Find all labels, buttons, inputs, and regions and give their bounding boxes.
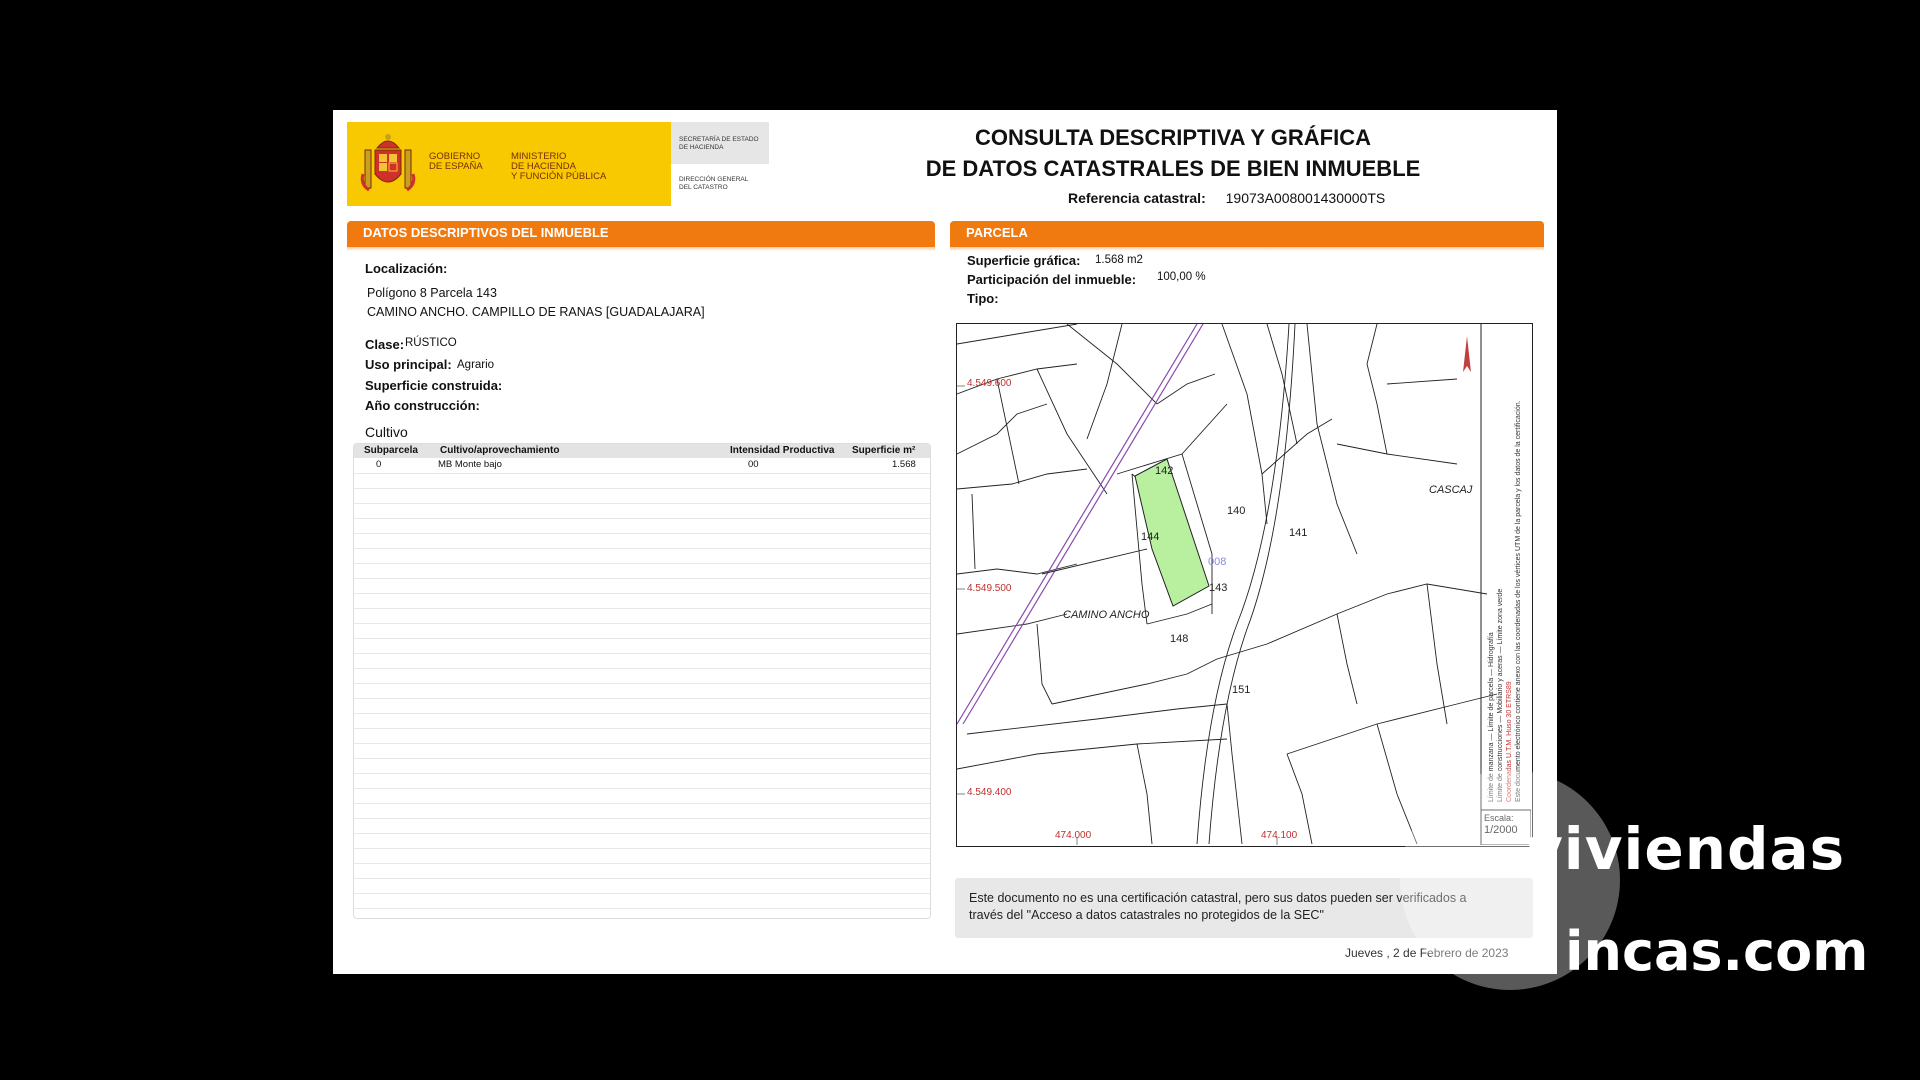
tipo-label: Tipo: [967,291,999,306]
parcel-label-141: 141 [1289,527,1308,539]
title-line1: CONSULTA DESCRIPTIVA Y GRÁFICA [974,125,1372,150]
sec-line1: SECRETARÍA DE ESTADO [679,136,759,143]
gobierno-text [429,152,483,172]
legend-zona-verde: Límite zona verde [1497,588,1504,645]
uso-value: Agrario [457,359,495,371]
scale-label: Escala: [1484,813,1514,823]
table-empty-row [354,713,930,729]
coat-of-arms-icon [359,132,417,194]
table-empty-row [354,743,930,759]
title-line2: DE DATOS CATASTRALES DE BIEN INMUEBLE [925,156,1421,181]
place-label-cascaj: CASCAJ [1429,484,1473,496]
table-row [354,458,930,474]
doc-note: Este documento electrónico contiene anexo con las coordenadas de los vértices UTM de la parcela y los datos de la certificación. [1515,400,1522,802]
participacion-value: 100,00 % [1157,271,1206,283]
parcel-label-143: 143 [1209,582,1228,594]
uso-label: Uso principal: [365,357,452,372]
table-empty-row [354,473,930,489]
table-empty-row [354,848,930,864]
notice-line2: través del "Acceso a datos catastrales no protegidos de la SEC" [969,908,1324,922]
table-empty-row [354,623,930,639]
north-arrow-icon [1463,336,1471,372]
table-empty-row [354,518,930,534]
x-label-474100: 474.100 [1261,830,1298,841]
map-drawing [957,324,1531,845]
table-empty-row [354,638,930,654]
table-empty-row [354,728,930,744]
table-empty-row [354,593,930,609]
watermark-line1: viviendas [1525,815,1846,883]
clase-label: Clase: [365,337,405,352]
ministerio-text [511,152,606,182]
direccion-text [679,176,748,191]
dir-line2: DEL CATASTRO [679,183,728,191]
table-empty-row [354,773,930,789]
secretaria-block [671,122,769,206]
table-empty-row [354,668,930,684]
cell-superficie: 1.568 [892,459,916,470]
sec-line2: DE HACIENDA [679,143,724,151]
table-empty-row [354,608,930,624]
table-empty-row [354,548,930,564]
table-empty-row [354,563,930,579]
min-line1: MINISTERIO [511,151,567,162]
table-empty-row [354,488,930,504]
legend-hidrografia: Hidrografía [1488,632,1495,667]
header-intensidad: Intensidad Productiva [730,445,835,456]
cell-cultivo: MB Monte bajo [438,459,502,470]
table-empty-row [354,893,930,909]
y-label-4549400: 4.549.400 [967,787,1012,798]
legend-manzana: Límite de manzana [1488,742,1495,802]
map-legend: Límite de manzana — Límite de parcela — Hidrografía Límite de construcciones — Mobiliario y aceras — Límite zona verde Coordenadas U.T.M. Huso 30 ETRS89 Este documento electrónico contiene anexo con las coordenadas de los vértices UTM de la parcela y los datos de la certificación. [1487,332,1523,802]
cell-intensidad: 00 [748,459,759,470]
parcela-bar-label: PARCELA [966,225,1028,240]
parcel-label-142: 142 [1155,465,1174,477]
legend-construcciones: Límite de construcciones [1497,724,1504,802]
superficie-grafica-value: 1.568 m2 [1095,254,1143,266]
superficie-construida-label: Superficie construida: [365,378,503,393]
min-line3: Y FUNCIÓN PÚBLICA [511,171,607,182]
header-subparcela: Subparcela [364,445,418,456]
table-empty-row [354,788,930,804]
table-empty-row [354,533,930,549]
header-superficie: Superficie m² [852,445,916,456]
y-label-4549600: 4.549.600 [967,378,1012,389]
government-logo [347,122,671,206]
clase-value: RÚSTICO [405,337,457,349]
superficie-grafica-label: Superficie gráfica: [967,253,1081,268]
localizacion-label: Localización: [365,261,448,276]
parcel-label-148: 148 [1170,633,1189,645]
table-empty-row [354,758,930,774]
localizacion-line2: CAMINO ANCHO. CAMPILLO DE RANAS [GUADALAJARA] [367,305,705,319]
scale-value: 1/2000 [1484,824,1518,836]
document-title [873,122,1473,184]
header-cultivo: Cultivo/aprovechamiento [440,445,560,456]
table-empty-row [354,863,930,879]
table-empty-row [354,803,930,819]
gov-line1: GOBIERNO [429,151,481,162]
cultivo-title: Cultivo [365,424,408,440]
cadastral-map [956,323,1533,847]
parcel-label-144: 144 [1141,531,1160,543]
ref-label: Referencia catastral: [1068,190,1206,206]
parcela-bar [950,221,1544,247]
parcel-label-151: 151 [1232,684,1251,696]
table-empty-row [354,698,930,714]
gov-line2: DE ESPAÑA [429,161,483,172]
notice-line1: Este documento no es una certificación catastral, pero sus datos pueden ser verificados a [969,891,1467,905]
y-label-4549500: 4.549.500 [967,583,1012,594]
parcel-code-label: 008 [1208,556,1227,568]
watermark-line2: incas.com [1565,920,1869,983]
descriptive-bar-label: DATOS DESCRIPTIVOS DEL INMUEBLE [363,225,609,240]
table-empty-row [354,818,930,834]
cell-subparcela: 0 [376,459,382,470]
parcel-label-140: 140 [1227,505,1246,517]
table-empty-row [354,578,930,594]
ref-value: 19073A008001430000TS [1225,190,1386,206]
document-date: Jueves , 2 de Febrero de 2023 [1345,946,1509,960]
table-empty-row [354,503,930,519]
min-line2: DE HACIENDA [511,161,576,172]
table-empty-row [354,683,930,699]
x-label-474000: 474.000 [1055,830,1092,841]
anio-construccion-label: Año construcción: [365,398,480,413]
table-empty-row [354,833,930,849]
descriptive-data-bar [347,221,935,247]
legend-parcela: Límite de parcela [1488,677,1495,732]
legend-mobiliario: Mobiliario y aceras [1497,655,1504,714]
table-empty-row [354,653,930,669]
table-header [354,444,930,458]
participacion-label: Participación del inmueble: [967,272,1137,287]
table-empty-row [354,878,930,894]
cultivo-table [353,443,931,919]
cadastral-document [333,110,1557,974]
coord-note: Coordenadas U.T.M. Huso 30 ETRS89 [1506,681,1513,802]
secretaria-text [679,136,759,151]
table-empty-row [354,908,930,919]
dir-line1: DIRECCIÓN GENERAL [679,176,749,183]
referencia-catastral [1068,190,1385,206]
localizacion-line1: Polígono 8 Parcela 143 [367,286,497,300]
place-label-camino-ancho: CAMINO ANCHO [1063,609,1150,621]
